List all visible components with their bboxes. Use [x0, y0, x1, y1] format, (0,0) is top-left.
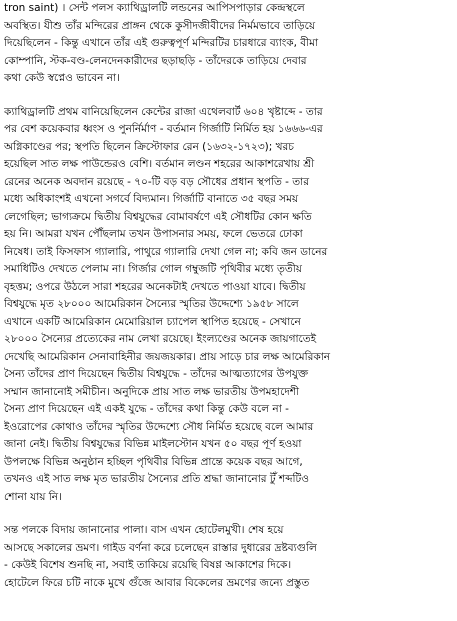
text-line: হয়েছিল সাত লক্ষ পাউন্ডেরও বেশি। বর্তমান লণ্ডন শহরের আকাশরেখায় শ্রী: [4, 158, 315, 170]
text-line: রেনের অনেক অবদান রয়েছে - ৭০-টি বড় বড় সৌধের প্রধান স্থপতি - তার: [4, 175, 310, 188]
paragraph-3: [4, 522, 453, 592]
text-line: সন্ত পলকে বিদায় জানানোর পালা। বাস এখন হোটেলমুখী। শেষ হয়ে: [4, 524, 284, 536]
text-line: অবস্থিত। যীশু তাঁর মন্দিরের প্রাঙ্গন থেকে কুসীদজীবীদের নির্মমভাবে তাড়িয়ে: [4, 19, 316, 32]
text-line: পর বেশ কয়েকবার ধ্বংস ও পুনর্নির্মাণ - বর্তমান গির্জাটি নির্মিত হয় ১৬৬৬-এর: [4, 123, 323, 135]
text-line: দিয়েছিলেন - কিন্তু এখানে তাঁর এই গুরুত্বপূর্ণ মন্দিরটির চারধারে ব্যাংক, বীমা: [4, 37, 319, 49]
text-line: সৈন্য প্রাণ দিয়েছেন এই একই যুদ্ধে - তাঁদের কথা কিন্তু কেউ বলে না -: [4, 403, 289, 415]
text-line: লেগেছিল; ভাগ্যক্রমে দ্বিতীয় বিশ্বযুদ্ধের বোমাবর্ষণে এই সৌধটির কোন ক্ষতি: [4, 210, 312, 223]
text-line: - কেউই বিশেষ শুনছি না, সবাই তাকিয়ে রয়েছি বিষণ্ণ আকাশের দিকে।: [4, 559, 292, 571]
text-line: দেখেছি আমেরিকান সেনাবাহিনীর জয়জয়কার। প্রায় সাড়ে চার লক্ষ আমেরিকান: [4, 350, 331, 363]
text-line: অগ্নিকাণ্ডের পর; স্থপতি ছিলেন ক্রিস্টোফার রেন (১৬৩২-১৭২৩); খরচ: [4, 140, 294, 153]
paragraph-2: [4, 104, 453, 507]
text-line: বৃহত্তম; ওপরে উঠলে সারা শহরের অনেকটাই দেখতে পাওয়া যাবে। দ্বিতীয়: [4, 280, 306, 293]
text-line: ২৮০০০ সৈন্যের প্রত্যেকের নাম লেখা রয়েছে। ইংল্যণ্ডের অনেক জায়গাতেই: [4, 333, 317, 345]
text-line: সৈন্য তাঁদের প্রাণ দিয়েছেন দ্বিতীয় বিশ্বযুদ্ধে - তাঁদের আত্মত্যাগের উপযুক্ত: [4, 368, 309, 380]
text-line: মধ্যে অধিকাংশই এখনো সগর্বে বিদ্যমান। গির্জাটি বানাতে ৩৫ বছর সময়: [4, 193, 299, 205]
text-line: হয় নি। আমরা যখন পৌঁছলাম তখন উপাসনার সময়, ফলে ভেতরে ঢোকা: [4, 228, 303, 240]
text-line: এখানে একটি আমেরিকান মেমোরিয়াল চ্যাপেল স্থাপিত হয়েছে - সেখানে: [4, 315, 301, 328]
text-line: কোম্পানি, স্টক-বণ্ড-লেনদেনকারীদের ছড়াছড়ি - তাঁদেরকে তাড়িয়ে দেবার: [4, 54, 307, 67]
text-line: হোটেলে ফিরে চটি নাকে মুখে গুঁজে আবার বিকেলের ভ্রমণের জন্যে প্রস্তুত: [4, 576, 310, 589]
paragraph-1: [4, 0, 453, 88]
text-line: সম্মান জানানোই সমীচীন। অনুদিকে প্রায় সাত লক্ষ ভারতীয় উপমহাদেশী: [4, 385, 300, 398]
text-line: শোনা যায় নি।: [4, 490, 62, 503]
text-line: সমাধিটিও দেখতে পেলাম না। গির্জার গোল গম্বুজটি পৃথিবীর মধ্যে তৃতীয়: [4, 263, 302, 275]
text-line: উপলক্ষে বিভিন্ন অনুষ্ঠান হচ্ছিল পৃথিবীর বিভিন্ন প্রান্তে কয়েক বছর আগে,: [4, 455, 303, 468]
text-line: কথা কেউ স্বপ্নেও ভাবেন না।: [4, 72, 120, 84]
text-line: নিষেধ। তাই ফিসফাস গ্যালারি, পাথুরে গ্যালারি দেখা গেল না; কবি জন ডানের: [4, 245, 328, 258]
text-line: তখনও এই সাত লক্ষ মৃত ভারতীয় সৈন্যের প্রতি শ্রদ্ধা জানানোর টুঁ শব্দটিও: [4, 473, 309, 485]
text-line: আসছে সকালের ভ্রমণ। গাইড বর্ণনা করে চলেছেন রাস্তার দুধারের দ্রষ্টব্যগুলি: [4, 541, 317, 554]
text-line: জানা নেই। দ্বিতীয় বিশ্বযুদ্ধের বিভিন্ন মাইলস্টোন যখন ৫০ বছর পূর্ণ হওয়া: [4, 438, 302, 450]
text-line: tron saint) । সেন্ট পলস ক্যাথিড্রালটি লন্ডনের আপিসপাড়ার কেন্দ্রস্থলে: [4, 2, 305, 14]
text-line: বিশ্বযুদ্ধে মৃত ২৮০০০ আমেরিকান সৈন্যের স্মৃতির উদ্দেশ্যে ১৯৫৮ সালে: [4, 298, 299, 310]
text-line: ইওরোপের কোথাও তাঁদের স্মৃতির উদ্দেশ্যে সৌধ নির্মিত হয়েছে বলে আমার: [4, 420, 314, 433]
text-line: ক্যাথিড্রালটি প্রথম বানিয়েছিলেন কেন্টের রাজা এথেলবার্ট ৬০৪ খৃষ্টাব্দে - তার: [4, 105, 323, 118]
